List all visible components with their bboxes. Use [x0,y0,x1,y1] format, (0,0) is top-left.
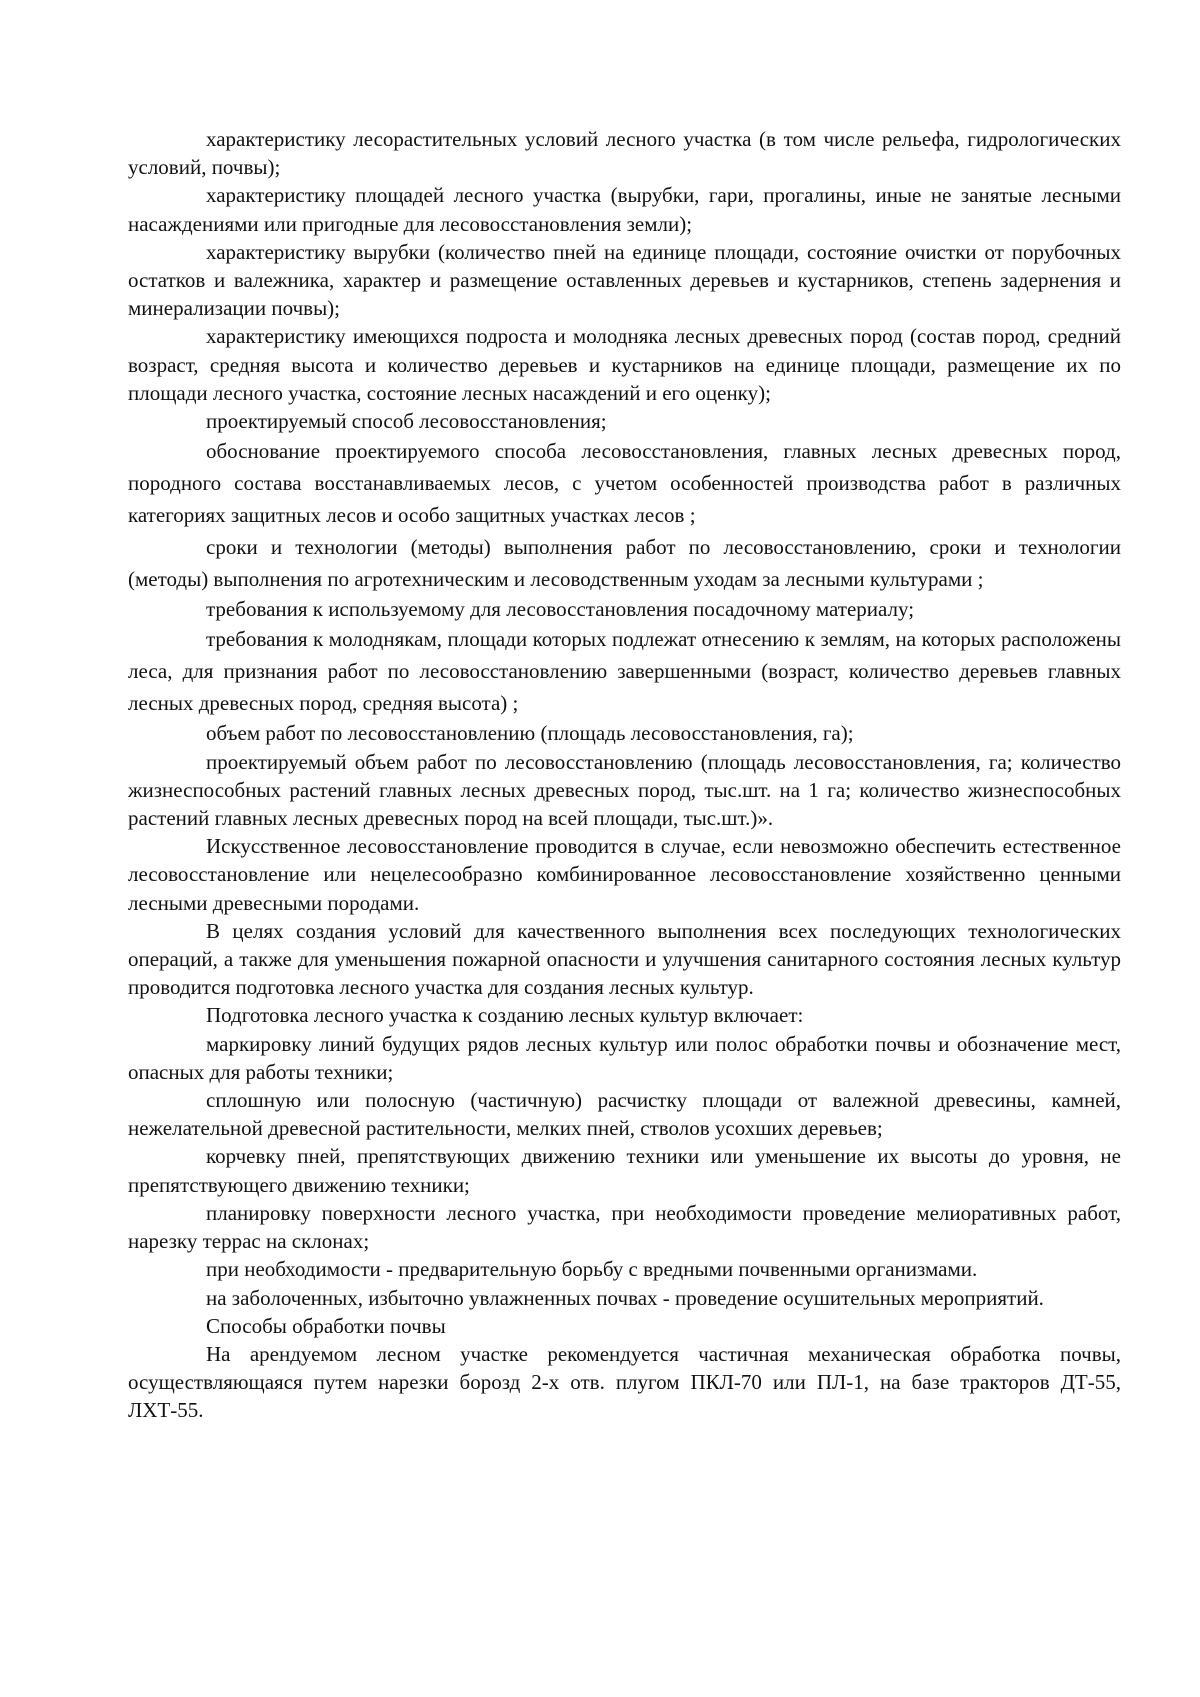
paragraph: характеристику лесорастительных условий лесного участка (в том числе рельефа, гидрологических условий, почвы); [128,127,1121,180]
paragraph: На арендуемом лесном участке рекомендуется частичная механическая обработка почвы, осуществляющаяся путем нарезки борозд 2-х отв. плугом ПКЛ-70 или ПЛ-1, на базе тракторов ДТ-55, ЛХТ-55. [128,1341,1121,1423]
paragraph: проектируемый объем работ по лесовосстановлению (площадь лесовосстановления, га; количество жизнеспособных растений главных лесных древесных пород, тыс.шт. на 1 га; количество жизнеспособных растений главных лесных древесных пород на всей площади, тыс.шт.)». [128,749,1121,831]
paragraph: сплошную или полосную (частичную) расчистку площади от валежной древесины, камней, нежелательной древесной растительности, мелких пней, стволов усохших деревьев; [128,1088,1121,1141]
paragraph: на заболоченных, избыточно увлажненных почвах - проведение осушительных мероприятий. [206,1285,1044,1310]
paragraph: при необходимости - предварительную борьбу с вредными почвенными организмами. [206,1257,978,1282]
paragraph: В целях создания условий для качественного выполнения всех последующих технологических операций, а также для уменьшения пожарной опасности и улучшения санитарного состояния лесных культур проводится подготовка лесного участка для создания лесных культур. [128,918,1121,1000]
section-heading: Способы обработки почвы [206,1313,446,1338]
document-body [128,125,1121,1425]
paragraph: характеристику вырубки (количество пней на единице площади, состояние очистки от порубочных остатков и валежника, характер и размещение оставленных деревьев и кустарников, степень задернения и минерализации почвы); [128,239,1121,321]
paragraph: маркировку линий будущих рядов лесных культур или полос обработки почвы и обозначение мест, опасных для работы техники; [128,1031,1121,1084]
paragraph: требования к молоднякам, площади которых подлежат отнесению к землям, на которых расположены леса, для признания работ по лесовосстановлению завершенными (возраст, количество деревьев главных лесных древесных пород, средняя высота) ; [128,627,1121,716]
paragraph: обоснование проектируемого способа лесовосстановления, главных лесных древесных пород, породного состава восстанавливаемых лесов, с учетом особенностей производства работ в различных категориях защитных лесов и особо защитных участках лесов ; [128,439,1121,528]
paragraph: требования к используемому для лесовосстановления посадочному материалу; [206,597,915,622]
paragraph: корчевку пней, препятствующих движению техники или уменьшение их высоты до уровня, не препятствующего движению техники; [128,1144,1121,1197]
paragraph: планировку поверхности лесного участка, при необходимости проведение мелиоративных работ, нарезку террас на склонах; [128,1200,1121,1254]
paragraph: сроки и технологии (методы) выполнения работ по лесовосстановлению, сроки и технологии (методы) выполнения по агротехническим и лесоводственным уходам за лесными культурами ; [128,535,1121,592]
paragraph: объем работ по лесовосстановлению (площадь лесовосстановления, га); [206,721,854,746]
paragraph: проектируемый способ лесовосстановления; [206,409,607,434]
paragraph: Подготовка лесного участка к созданию лесных культур включает: [206,1003,804,1028]
paragraph: характеристику имеющихся подроста и молодняка лесных древесных пород (состав пород, средний возраст, средняя высота и количество деревьев и кустарников на единице площади, размещение их по площади лесного участка, состояние лесных насаждений и его оценку); [128,324,1121,405]
paragraph: характеристику площадей лесного участка (вырубки, гари, прогалины, иные не занятые лесными насаждениями или пригодные для лесовосстановления земли); [128,183,1121,236]
paragraph: Искусственное лесовосстановление проводится в случае, если невозможно обеспечить естественное лесовосстановление или нецелесообразно комбинированное лесовосстановление хозяйственно ценными лесными древесными породами. [128,834,1121,915]
